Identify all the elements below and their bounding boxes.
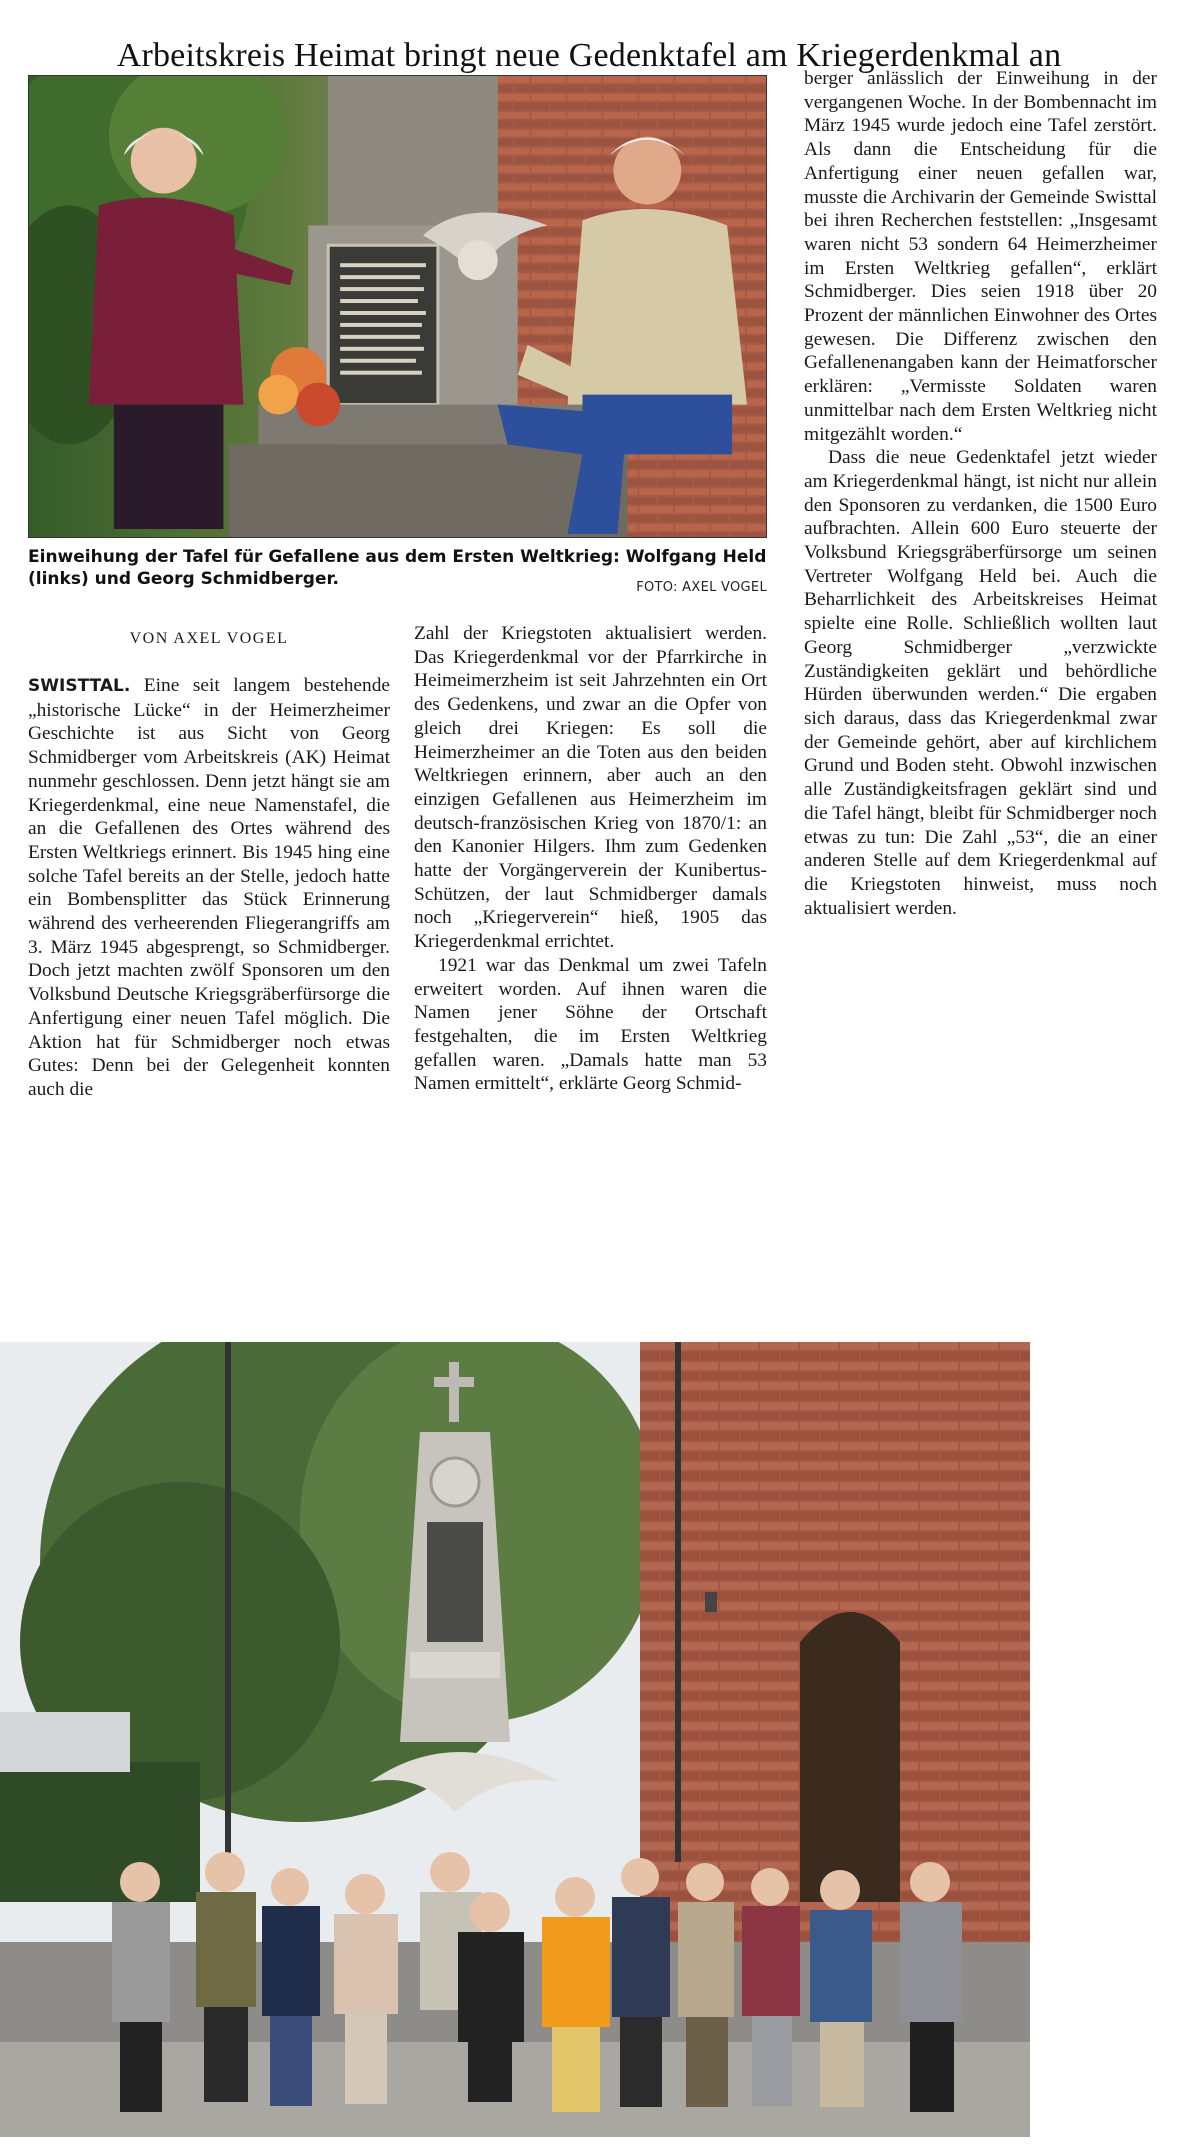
- column-3-paragraph-2: Dass die neue Gedenktafel jetzt wieder am Kriegerdenkmal hängt, ist nicht nur allein den Sponsoren zu verdanken, die 1500 Euro aufbrachten. Allein 600 Euro steuerte der Volksbund Kriegsgräberfürsorge um seinen Vertreter Wolfgang Held bei. Auch die Beharrlichkeit des Arbeitskreises Heimat spielte eine Rolle. Schließlich wollten laut Georg Schmidberger „verzwickte Zuständigkeiten geklärt und behördliche Hürden überwunden werden.“ Die ergaben sich daraus, dass das Kriegerdenkmal zwar der Gemeinde gehört, aber auf kirchlichem Grund und Boden steht. Obwohl inzwischen alle Zuständigkeitsfragen geklärt sind und die Tafel hängt, bleibt für Schmidberger noch etwas zu tun: Die Zahl „53“, die an einer anderen Stelle auf dem Kriegerdenkmal auf die Kriegstoten hinweist, muss noch aktualisiert werden.: [804, 447, 1157, 919]
- dateline: SWISTTAL.: [28, 676, 131, 696]
- column-3-paragraph-1: berger anlässlich der Einweihung in der vergangenen Woche. In der Bombennacht im März 1945 wurde jedoch eine Tafel zerstört. Als dann die Entscheidung für die Anfertigung einer neuen gefallen war, musste die Archivarin der Gemeinde Swisttal bei ihren Recherchen feststellen: „Insgesamt waren nicht 53 sondern 64 Heimerzheimer im Ersten Weltkrieg gefallen“, erklärt Schmidberger. Dies seien 1918 über 20 Prozent der männlichen Einwohner des Ortes gewesen. Die Differenz zwischen den Gefallenenangaben kann der Heimatforscher erklären: „Vermisste Soldaten waren unmittelbar nach dem Ersten Weltkrieg nicht mitgezählt worden.“: [804, 68, 1157, 445]
- column-2-paragraph-2: 1921 war das Denkmal um zwei Tafeln erweitert worden. Auf ihnen waren die Namen jener Söhne der Ortschaft festgehalten, die im Ersten Weltkrieg gefallen waren. „Damals hatte man 53 Namen ermittelt“, erklärte Georg Schmid-: [414, 954, 767, 1095]
- article-column-2: [414, 622, 767, 1096]
- photo-caption: Einweihung der Tafel für Gefallene aus dem Ersten Weltkrieg: Wolfgang Held (links) und Georg Schmidberger.: [28, 547, 767, 589]
- group-photo-bottom: [0, 1342, 1030, 2137]
- article-column-1: [28, 674, 390, 1102]
- column-1-paragraph: [28, 674, 390, 1102]
- column-2-paragraph-1: Zahl der Kriegstoten aktualisiert werden. Das Kriegerdenkmal vor der Pfarrkirche in Heimeimerzheim ist seit Jahrzehnten ein Ort des Gedenkens, und zwar an die Opfer von gleich drei Kriegen: Es soll die Heimerzheimer an die Toten aus den beiden Weltkriegen erinnern, aber auch an den einzigen Gefallenen aus Heimerzheim im deutsch-französischen Krieg von 1870/1: an den Kanonier Hilgers. Ihm zum Gedenken hatte der Vorgängerverein der Kunibertus-Schützen, der laut Schmidberger damals noch „Kriegerverein“ hieß, 1905 das Kriegerdenkmal errichtet.: [414, 623, 767, 953]
- group-photo-illustration: [0, 1342, 1030, 2137]
- article-column-3: [804, 67, 1157, 920]
- photo-credit: FOTO: AXEL VOGEL: [636, 580, 767, 595]
- memorial-photo-illustration: [29, 76, 766, 537]
- byline: VON AXEL VOGEL: [129, 630, 289, 647]
- column-1-text: Eine seit langem bestehende „historische Lücke“ in der Heimerzheimer Geschichte ist aus Sicht von Georg Schmidberger vom Arbeitskreis (AK) Heimat nunmehr geschlossen. Denn jetzt hängt sie am Kriegerdenkmal, eine neue Namenstafel, die an die Gefallenen des Ortes während des Ersten Weltkriegs erinnert. Bis 1945 hing eine solche Tafel bereits an der Stelle, jedoch hatte ein Bombensplitter das Stück Erinnerung während des verheerenden Fliegerangriffs am 3. März 1945 abgesprengt, so Schmidberger. Doch jetzt machten zwölf Sponsoren um den Volksbund Deutsche Kriegsgräberfürsorge die Anfertigung einer neuen Tafel möglich. Die Aktion hat für Schmidberger noch etwas Gutes: Denn bei der Gelegenheit konnten auch die: [28, 675, 390, 1100]
- article-headline: Arbeitskreis Heimat bringt neue Gedenktafel am Kriegerdenkmal an: [116, 36, 1062, 74]
- memorial-photo-top: [28, 75, 767, 538]
